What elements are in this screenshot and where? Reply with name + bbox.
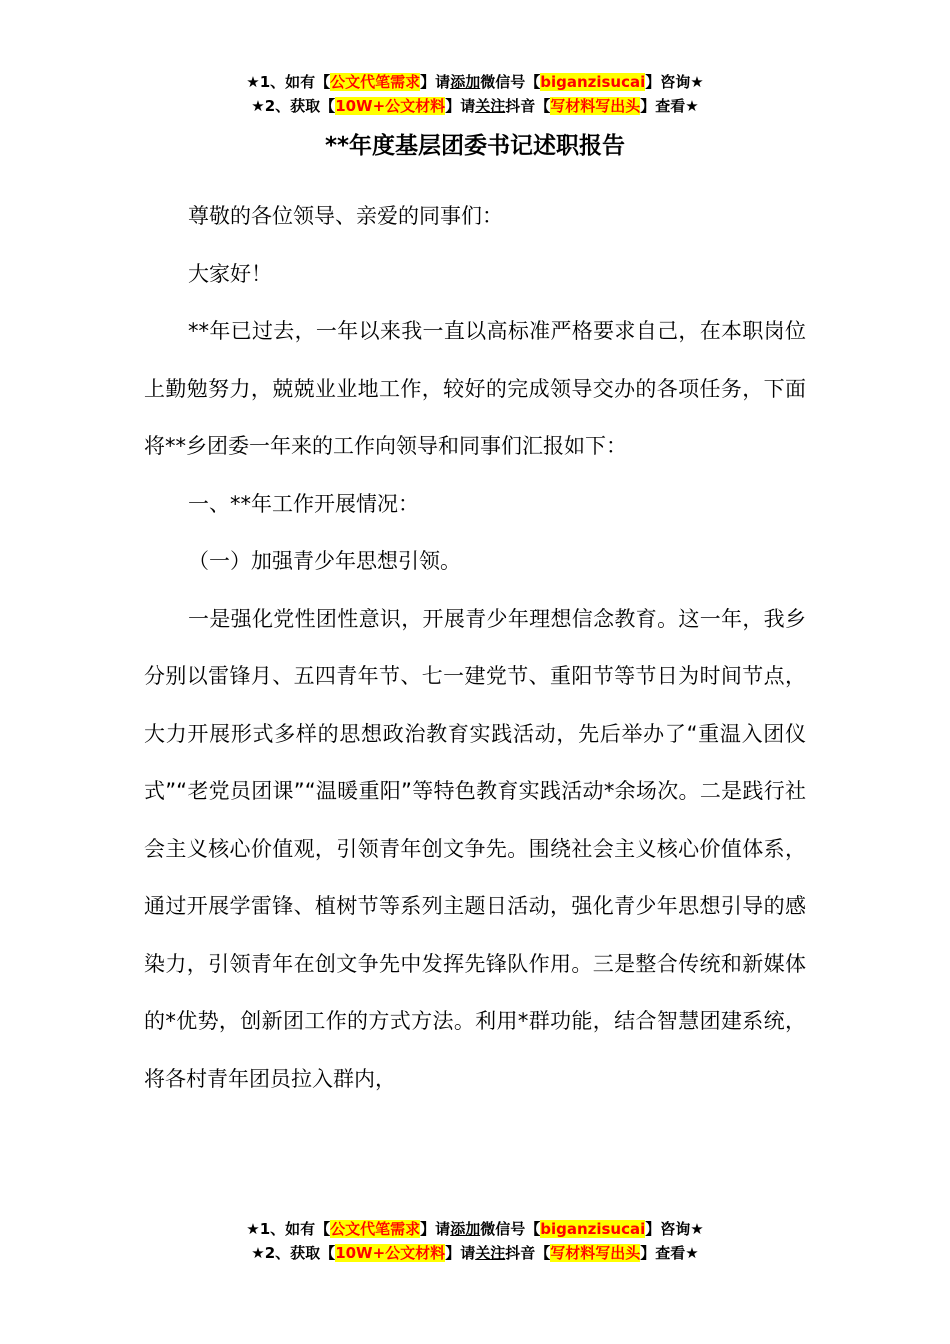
banner-text: ★1、如有【 bbox=[246, 73, 331, 91]
banner-text: 抖音【 bbox=[505, 1244, 551, 1262]
banner-underlined: 添加 bbox=[450, 73, 481, 91]
banner-douyin-account: 写材料写出头 bbox=[550, 97, 641, 115]
banner-text: 】请 bbox=[445, 97, 476, 115]
section-heading: 一、**年工作开展情况： bbox=[188, 491, 419, 516]
banner-highlight: 公文代笔需求 bbox=[330, 1220, 421, 1238]
banner-text: ★2、获取【 bbox=[251, 1244, 336, 1262]
banner-text: 】查看★ bbox=[640, 97, 699, 115]
banner-highlight: 公文代笔需求 bbox=[330, 73, 421, 91]
greeting: 大家好！ bbox=[188, 261, 272, 286]
banner-wechat-id: biganzisucai bbox=[540, 1220, 646, 1238]
footer-banner bbox=[0, 1217, 950, 1265]
document-title: **年度基层团委书记述职报告 bbox=[324, 133, 626, 159]
banner-text: 】请 bbox=[420, 73, 451, 91]
banner-text: 微信号【 bbox=[480, 73, 541, 91]
banner-line-1 bbox=[0, 1217, 950, 1241]
banner-text: 】查看★ bbox=[640, 1244, 699, 1262]
salutation: 尊敬的各位领导、亲爱的同事们： bbox=[188, 204, 503, 228]
banner-text: ★2、获取【 bbox=[251, 97, 336, 115]
banner-douyin-account: 写材料写出头 bbox=[550, 1244, 641, 1262]
banner-underlined: 关注 bbox=[475, 97, 506, 115]
banner-text: 微信号【 bbox=[480, 1220, 541, 1238]
banner-text: 】请 bbox=[445, 1244, 476, 1262]
document-body bbox=[144, 188, 806, 1108]
banner-underlined: 添加 bbox=[450, 1220, 481, 1238]
banner-highlight: 10W+公文材料 bbox=[335, 1244, 446, 1262]
banner-underlined: 关注 bbox=[475, 1244, 506, 1262]
banner-text: 】咨询★ bbox=[645, 73, 704, 91]
banner-text: 抖音【 bbox=[505, 97, 551, 115]
banner-line-1 bbox=[0, 70, 950, 94]
subsection-heading: （一）加强青少年思想引领。 bbox=[188, 549, 461, 573]
header-banner bbox=[0, 70, 950, 118]
banner-text: 】咨询★ bbox=[645, 1220, 704, 1238]
banner-highlight: 10W+公文材料 bbox=[335, 97, 446, 115]
intro-paragraph: **年已过去，一年以来我一直以高标准严格要求自己，在本职岗位上勤勉努力，兢兢业业地工作，较好的完成领导交办的各项任务，下面将**乡团委一年来的工作向领导和同事们汇报如下： bbox=[144, 319, 806, 458]
banner-line-2 bbox=[0, 94, 950, 118]
banner-wechat-id: biganzisucai bbox=[540, 73, 646, 91]
banner-text: 】请 bbox=[420, 1220, 451, 1238]
banner-line-2 bbox=[0, 1241, 950, 1265]
banner-text: ★1、如有【 bbox=[246, 1220, 331, 1238]
body-paragraph: 一是强化党性团性意识，开展青少年理想信念教育。这一年，我乡分别以雷锋月、五四青年节、七一建党节、重阳节等节日为时间节点，大力开展形式多样的思想政治教育实践活动，先后举办了“重温入团仪式”“老党员团课”“温暖重阳”等特色教育实践活动*余场次。二是践行社会主义核心价值观，引领青年创文争先。围绕社会主义核心价值体系，通过开展学雷锋、植树节等系列主题日活动，强化青少年思想引导的感染力，引领青年在创文争先中发挥先锋队作用。三是整合传统和新媒体的*优势，创新团工作的方式方法。利用*群功能，结合智慧团建系统，将各村青年团员拉入群内， bbox=[144, 606, 806, 1091]
